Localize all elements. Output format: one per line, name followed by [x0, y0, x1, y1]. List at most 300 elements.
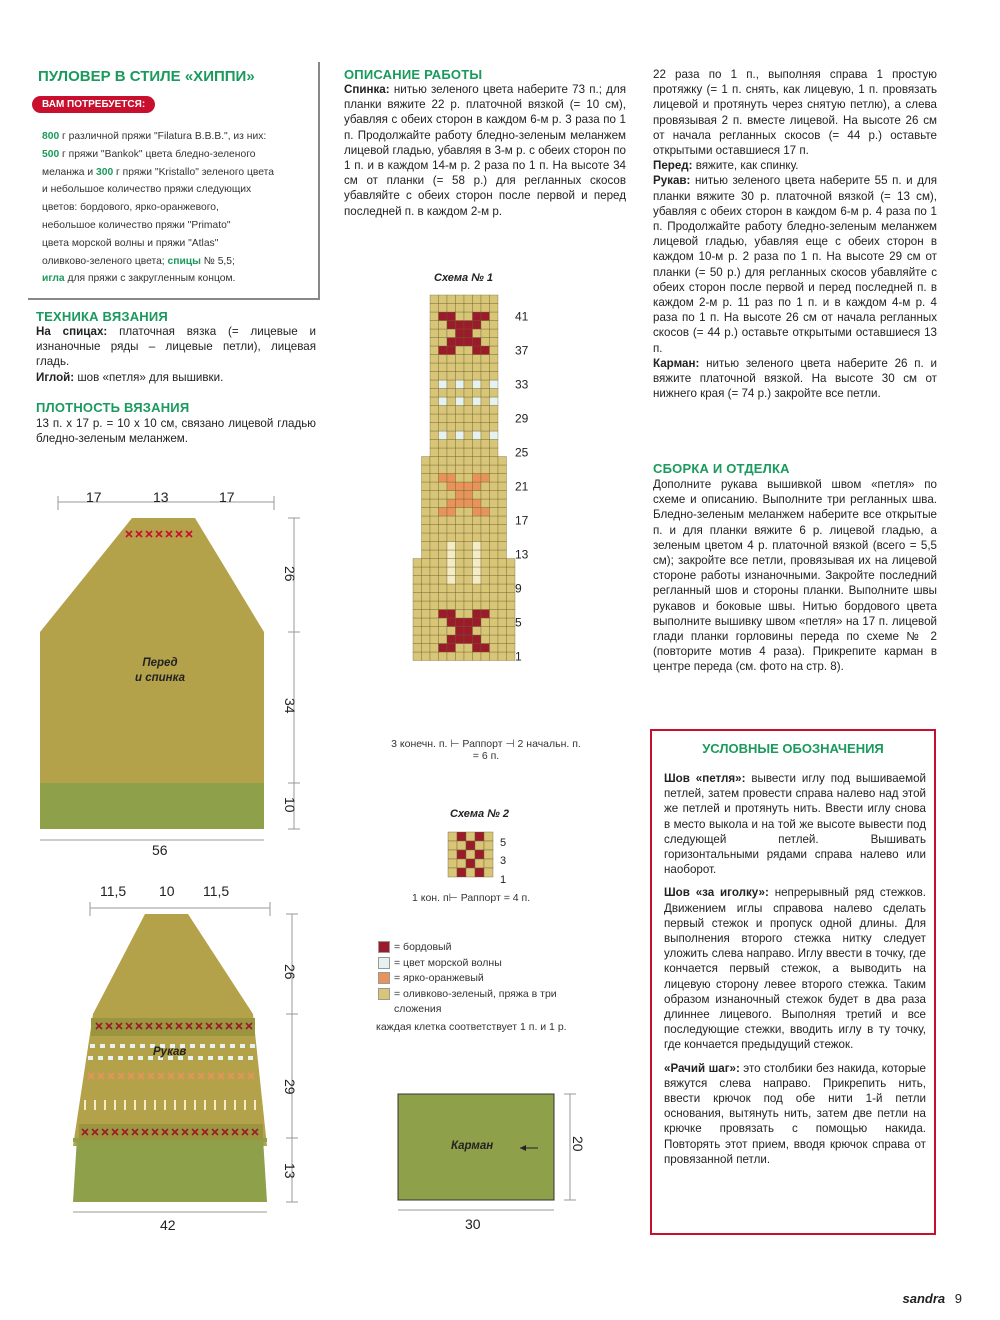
materials-text: небольшое количество пряжи "Primato" [42, 219, 231, 231]
scheme1-cell [439, 431, 448, 440]
back-description: нитью зеленого цвета наберите 73 п.; для планки вяжите 22 р. платочной вязкой (= 10 см), убавляя с обеих сторон в каждом 6-м р. 3 раза по 1 п. Продолжайте работу бледно-зеленым меланжем лицевой гладью, убавляя в 3-м р. с обеих сторон по 1 п. и в каждом 14-м р. 2 раза по 1 п. На высоте 34 см от планки (= 58 р.) для регланных скосов убавляйте с обеих сторон после первой и перед последней п. в каждом 2-м р. [344, 83, 626, 218]
scheme1-cell [481, 652, 490, 661]
scheme1-cell [490, 627, 499, 636]
scheme1-cell [447, 414, 456, 423]
sleeve-bar [114, 1100, 116, 1110]
scheme1-row-label: 29 [515, 411, 529, 426]
scheme1-cell [464, 397, 473, 406]
scheme1-cell [498, 601, 507, 610]
scheme1-cell [456, 508, 465, 517]
scheme1-row-label: 5 [515, 615, 522, 630]
scheme1-cell [481, 474, 490, 483]
scheme1-cell [481, 533, 490, 542]
scheme1-cell [464, 423, 473, 432]
scheme2-cell [484, 841, 493, 850]
scheme1-cell [439, 618, 448, 627]
scheme1-cell [422, 576, 431, 585]
scheme1-cell [490, 397, 499, 406]
sleeve-bar [134, 1100, 136, 1110]
scheme1-cell [481, 550, 490, 559]
scheme1-cell [498, 508, 507, 517]
scheme1-cell [439, 465, 448, 474]
scheme1-cell [481, 644, 490, 653]
needles-text: платочная вязка (= лицевые и изнаночные ряды – лицевые петли), лицевая гладь. [36, 325, 316, 369]
scheme2-cell [457, 850, 466, 859]
scheme1-cell [490, 346, 499, 355]
scheme1-cell [439, 304, 448, 313]
scheme1-cell [473, 491, 482, 500]
scheme1-cell [413, 627, 422, 636]
scheme1-cell [439, 610, 448, 619]
scheme1-cell [430, 576, 439, 585]
density-heading: ПЛОТНОСТЬ ВЯЗАНИЯ [36, 400, 190, 415]
pocket-piece-label: Карман [451, 1140, 494, 1152]
materials-text: № 5,5; [200, 255, 235, 267]
scheme1-cell [439, 576, 448, 585]
sleeve-dot [188, 1056, 193, 1060]
scheme1-cell [456, 448, 465, 457]
scheme1-cell [456, 414, 465, 423]
color-swatch [378, 941, 390, 953]
scheme1-cell [481, 329, 490, 338]
scheme1-cell [473, 329, 482, 338]
scheme1-cell [498, 567, 507, 576]
materials-text: г пряжи "Kristallo" зеленого цвета [113, 166, 274, 178]
sleeve-dot [110, 1044, 115, 1048]
scheme1-cell [439, 559, 448, 568]
scheme1-cell [447, 499, 456, 508]
sleeve-dot [138, 1056, 143, 1060]
scheme1-cell [439, 508, 448, 517]
scheme1-cell [439, 584, 448, 593]
scheme1-cell [447, 448, 456, 457]
scheme1-cell [473, 644, 482, 653]
legend-text [664, 771, 926, 1167]
scheme2-row-label: 5 [500, 837, 507, 849]
scheme1-cell [439, 499, 448, 508]
scheme2-cell [466, 850, 475, 859]
sleeve-dot [208, 1056, 213, 1060]
scheme2-cell [457, 832, 466, 841]
scheme1-cell [481, 355, 490, 364]
scheme1-cell [473, 448, 482, 457]
scheme1-cell [430, 363, 439, 372]
scheme1-cell [473, 618, 482, 627]
sleeve-dim-top-3: 11,5 [203, 883, 230, 899]
scheme1-cell [439, 355, 448, 364]
materials-text: меланжа и [42, 166, 96, 178]
scheme1-cell [456, 440, 465, 449]
scheme2-cell [448, 868, 457, 877]
scheme1-cell [422, 533, 431, 542]
sleeve-dot [128, 1056, 133, 1060]
scheme1-cell [473, 542, 482, 551]
scheme1-cell [481, 516, 490, 525]
stitch1-text: вывести иглу под вышиваемой петлей, затем провести справа налево над этой же петлей и протянуть нить. Ввести иглу снова в место выкола и на той же высоте вывести под следующей петлей. Вышивать горизонтальными рядами справа налево или наоборот. [664, 772, 926, 877]
scheme1-cell [430, 482, 439, 491]
scheme1-cell [473, 431, 482, 440]
color-swatch [378, 988, 390, 1000]
materials-text: и небольшое количество пряжи следующих [42, 184, 252, 196]
scheme1-cell [439, 389, 448, 398]
scheme1-row-label: 41 [515, 309, 529, 324]
sleeve-bar [194, 1100, 196, 1110]
pocket-dim-bottom: 30 [465, 1216, 481, 1232]
sleeve-dot [248, 1056, 253, 1060]
scheme1-cell [464, 321, 473, 330]
scheme1-cell [507, 627, 516, 636]
scheme1-cell [439, 491, 448, 500]
scheme1-cell [490, 584, 499, 593]
scheme1-cell [439, 482, 448, 491]
scheme1-cell [464, 295, 473, 304]
scheme1-cell [430, 372, 439, 381]
stitch2-text: непрерывный ряд стежков. Движением иглы справова налево сделать первый стежок и пропуск одной длины. Для выполнения второго стежка нитку следует уложить слева направо. Иглу ввести в точку, где кончается первый стежок, а выводить на лицевую сторону левее второго стежка. Таким образом изнаночный стежок будет в два раза длиннее лицевого. Выполняя третий и все последующие стежки, вводить иглу в ту точку, где кончается предыдущий стежок. [664, 886, 926, 1052]
scheme1-cell [422, 567, 431, 576]
scheme1-cell [447, 576, 456, 585]
scheme1-cell [490, 652, 499, 661]
scheme1-cell [413, 584, 422, 593]
page-footer [903, 1291, 963, 1306]
scheme1-cell [439, 406, 448, 415]
sleeve-pattern [60, 890, 320, 1230]
scheme1-cell [473, 312, 482, 321]
scheme1-cell [481, 499, 490, 508]
scheme1-cell [422, 499, 431, 508]
scheme1-cell [507, 576, 516, 585]
scheme1-cell [490, 482, 499, 491]
sleeve-bar [104, 1100, 106, 1110]
scheme1-cell [481, 508, 490, 517]
scheme1-cell [490, 610, 499, 619]
sleeve-bar [144, 1100, 146, 1110]
sleeve-dot [88, 1056, 93, 1060]
body-label-2: и спинка [135, 672, 185, 684]
scheme1-cell [422, 584, 431, 593]
scheme1-cell [447, 457, 456, 466]
scheme1-cell [430, 601, 439, 610]
color-key-label: = цвет морской волны [394, 956, 502, 969]
scheme1-cell [507, 652, 516, 661]
scheme1-cell [481, 491, 490, 500]
scheme1-row-label: 37 [515, 343, 529, 358]
scheme1-cell [490, 644, 499, 653]
sleeve-dot [140, 1044, 145, 1048]
scheme1-cell [464, 440, 473, 449]
scheme1-cell [456, 525, 465, 534]
scheme1-cell [464, 499, 473, 508]
scheme2-cell [448, 850, 457, 859]
scheme1-cell [439, 593, 448, 602]
scheme1-cell [473, 355, 482, 364]
scheme1-cell [481, 576, 490, 585]
scheme1-cell [481, 321, 490, 330]
scheme1-cell [456, 584, 465, 593]
scheme1-cell [473, 499, 482, 508]
sleeve-dot [90, 1044, 95, 1048]
scheme1-cell [430, 338, 439, 347]
scheme1-cell [456, 474, 465, 483]
scheme1-cell [507, 610, 516, 619]
scheme1-cell [473, 346, 482, 355]
body-dim-right-2: 34 [282, 698, 298, 714]
scheme1-cell [456, 499, 465, 508]
sleeve-dot [230, 1044, 235, 1048]
stitch3-label: «Рачий шаг»: [664, 1061, 740, 1075]
scheme1-cell [439, 533, 448, 542]
scheme1-cell [481, 635, 490, 644]
scheme1-cell [481, 397, 490, 406]
color-swatch [378, 972, 390, 984]
scheme1-cell [473, 635, 482, 644]
scheme1-cell [490, 363, 499, 372]
scheme1-cell [439, 516, 448, 525]
scheme1-cell [464, 457, 473, 466]
scheme1-cell [447, 440, 456, 449]
scheme1-cell [456, 533, 465, 542]
sleeve-dot [228, 1056, 233, 1060]
scheme1-cell [430, 491, 439, 500]
color-key-item [378, 940, 598, 956]
scheme1-cell [447, 550, 456, 559]
scheme1-cell [464, 346, 473, 355]
scheme1-cell [430, 304, 439, 313]
scheme1-cell [430, 618, 439, 627]
scheme1-cell [464, 618, 473, 627]
scheme1-row-label: 17 [515, 513, 529, 528]
scheme1-cell [498, 465, 507, 474]
scheme1-cell [439, 423, 448, 432]
scheme1-cell [464, 491, 473, 500]
scheme1-cell [490, 355, 499, 364]
scheme1-cell [430, 533, 439, 542]
color-key-label: = оливково-зеленый, пряжа в три сложения [394, 987, 557, 1015]
scheme1-cell [464, 550, 473, 559]
scheme1-cell [456, 397, 465, 406]
scheme1-cell [498, 533, 507, 542]
scheme1-cell [498, 644, 507, 653]
scheme1-cell [464, 567, 473, 576]
scheme1-grid [413, 295, 515, 661]
scheme1-cell [507, 559, 516, 568]
scheme1-cell [490, 593, 499, 602]
scheme1-cell [473, 440, 482, 449]
scheme1-cell [481, 372, 490, 381]
scheme1-cell [422, 610, 431, 619]
scheme1-cell [422, 627, 431, 636]
scheme1-cell [447, 406, 456, 415]
scheme1-cell [456, 593, 465, 602]
scheme1-cell [447, 346, 456, 355]
assembly-text: Дополните рукава вышивкой швом «петля» по схеме и описанию. Выполните три регланных шва. Бледно-зеленым меланжем наберите все открытые п. и для планки вяжите 6 р. лицевой гладью, а зеленым цветом 4 р. платочной вязкой (всего = 5,5 см); закройте все петли, провязывая их на лицевой стороне работы изнаночными. Закройте последний регланный шов и стороны планки. Выполните швы рукавов и боковые швы. Нитью бордового цвета выполните вышивку швом «петля» на 17 п. лицевой глади планки горловины переда по схеме № 2 (повторите мотив 4 раза). Прикрепите карман в центре переда (см. фото на стр. 8). [653, 478, 937, 674]
scheme1-row-label: 25 [515, 445, 529, 460]
scheme1-cell [422, 652, 431, 661]
color-key [378, 940, 598, 1018]
body-dim-top-1: 17 [86, 489, 102, 505]
scheme1-cell [473, 304, 482, 313]
scheme1-cell [456, 321, 465, 330]
scheme1-cell [473, 652, 482, 661]
scheme1-cell [456, 346, 465, 355]
scheme1-cell [456, 389, 465, 398]
scheme1-cell [498, 593, 507, 602]
scheme1-caption [376, 738, 596, 762]
scheme1-cell [422, 644, 431, 653]
work-heading: ОПИСАНИЕ РАБОТЫ [344, 67, 483, 82]
scheme1-cell [430, 346, 439, 355]
scheme2-row-label: 3 [500, 855, 507, 867]
scheme1-cell [490, 329, 499, 338]
scheme1-cell [481, 627, 490, 636]
scheme1-cell [447, 321, 456, 330]
scheme1-cell [481, 465, 490, 474]
scheme2-cell [475, 868, 484, 877]
back-text [344, 82, 626, 219]
page-title: ПУЛОВЕР В СТИЛЕ «ХИППИ» [38, 68, 255, 85]
back-label: Спинка: [344, 83, 390, 96]
sleeve-text: нитью зеленого цвета наберите 55 п. и для планки вяжите 30 р. платочной вязкой (= 13 см), убавляя с обеих сторон в каждом 6-м р. 4 раза по 1 п. Продолжайте работу бледно-зеленым меланжем лицевой гладью, убавляя еще с обеих сторон в каждом 10-м р. 2 раза по 1 п. На высоте 29 см от планки (= 50 р.) для регланных скосов убавляйте с обеих сторон после первой и перед последней п. в каждом 2-м р. 11 раз по 1 п. и в каждом 4-м р. 4 раза по 1 п. На высоте 26 см от начала регланных скосов (= 44 р.) оставьте открытыми оставшиеся 13 п. [653, 174, 937, 355]
scheme1-cell [430, 389, 439, 398]
scheme1-cell [430, 584, 439, 593]
materials-line [42, 199, 312, 217]
scheme1-row-label: 9 [515, 581, 522, 596]
scheme1-cell [456, 652, 465, 661]
scheme1-cell [430, 499, 439, 508]
sleeve-bar [94, 1100, 96, 1110]
scheme1-cell [507, 618, 516, 627]
color-key-label: = ярко-оранжевый [394, 972, 484, 984]
scheme1-cell [430, 457, 439, 466]
scheme1-cell [422, 474, 431, 483]
scheme1-cell [447, 397, 456, 406]
scheme1-cell [430, 550, 439, 559]
scheme2-cell [466, 841, 475, 850]
scheme1-cell [481, 618, 490, 627]
scheme1-cell [413, 601, 422, 610]
scheme2-cell [448, 832, 457, 841]
scheme1-cell [456, 601, 465, 610]
scheme1-cell [430, 440, 439, 449]
scheme1-cell [430, 474, 439, 483]
scheme1-cell [498, 457, 507, 466]
col3-text [653, 67, 937, 401]
scheme1-cell [481, 338, 490, 347]
scheme1-cell [464, 559, 473, 568]
sleeve-dot [100, 1044, 105, 1048]
scheme1-cell [422, 618, 431, 627]
sleeve-dim-bottom: 42 [160, 1217, 176, 1233]
scheme1-cell [430, 355, 439, 364]
scheme1-cell [473, 389, 482, 398]
scheme1-cell [464, 482, 473, 491]
pocket-label: Карман: [653, 356, 700, 370]
scheme1-cell [430, 559, 439, 568]
sleeve-dot [108, 1056, 113, 1060]
scheme1-cell [447, 618, 456, 627]
scheme1-cell [456, 644, 465, 653]
scheme1-cell [498, 652, 507, 661]
scheme1-cell [447, 644, 456, 653]
scheme1-cell [490, 499, 499, 508]
scheme1-cell [473, 525, 482, 534]
scheme1-cell [490, 431, 499, 440]
scheme1-cell [447, 304, 456, 313]
scheme1-cell [456, 618, 465, 627]
materials-text: для пряжи с закругленным концом. [64, 273, 236, 285]
scheme1-cell [490, 550, 499, 559]
scheme1-cell [447, 601, 456, 610]
scheme1-cell [413, 576, 422, 585]
scheme1-cell [481, 593, 490, 602]
sleeve-dim-top-1: 11,5 [100, 883, 127, 899]
body-dim-top-3: 17 [219, 489, 235, 505]
scheme1-cell [490, 465, 499, 474]
scheme1-cell [439, 550, 448, 559]
scheme1-cell [456, 576, 465, 585]
legend-heading: УСЛОВНЫЕ ОБОЗНАЧЕНИЯ [702, 741, 884, 756]
scheme1-caption-line1: 3 конечн. п. ⊢ Раппорт ⊣ 2 начальн. п. [391, 738, 581, 750]
scheme1-cell [413, 635, 422, 644]
scheme1-cell [447, 508, 456, 517]
scheme1-cell [422, 601, 431, 610]
scheme1-cell [507, 584, 516, 593]
scheme1-cell [447, 431, 456, 440]
scheme1-cell [473, 576, 482, 585]
scheme2-caption: 1 кон. п⊢ Раппорт = 4 п. [412, 892, 531, 904]
scheme1-cell [464, 329, 473, 338]
scheme1-cell [456, 516, 465, 525]
pocket-pattern [396, 1090, 596, 1220]
scheme1-cell [422, 465, 431, 474]
sleeve-dot [198, 1056, 203, 1060]
scheme1-cell [439, 329, 448, 338]
scheme1-row-label: 21 [515, 479, 529, 494]
scheme2-cell [457, 841, 466, 850]
materials-amount: 500 [42, 148, 60, 160]
scheme1-cell [473, 584, 482, 593]
scheme1-cell [481, 482, 490, 491]
materials-text: цветов: бордового, ярко-оранжевого, [42, 202, 219, 214]
scheme1-cell [447, 482, 456, 491]
scheme1-cell [498, 627, 507, 636]
materials-line [42, 270, 312, 288]
scheme1-cell [490, 321, 499, 330]
scheme1-cell [464, 627, 473, 636]
scheme1-cell [447, 559, 456, 568]
scheme1-cell [498, 584, 507, 593]
scheme1-cell [473, 593, 482, 602]
scheme1-cell [439, 644, 448, 653]
scheme1-cell [490, 618, 499, 627]
sleeve-dot [130, 1044, 135, 1048]
color-key-item [378, 971, 598, 987]
scheme1-cell [481, 295, 490, 304]
stitch2-label: Шов «за иголку»: [664, 886, 769, 900]
scheme1-cell [481, 559, 490, 568]
scheme1-cell [422, 525, 431, 534]
pocket-dim-right: 20 [570, 1136, 586, 1152]
scheme1-cell [490, 440, 499, 449]
scheme1-cell [464, 389, 473, 398]
needle-text: шов «петля» для вышивки. [74, 370, 224, 384]
scheme1-cell [498, 491, 507, 500]
sleeve-dot [120, 1044, 125, 1048]
scheme1-cell [439, 380, 448, 389]
scheme1-cell [498, 559, 507, 568]
scheme2-cell [457, 859, 466, 868]
sleeve-bar [234, 1100, 236, 1110]
scheme1-cell [422, 635, 431, 644]
